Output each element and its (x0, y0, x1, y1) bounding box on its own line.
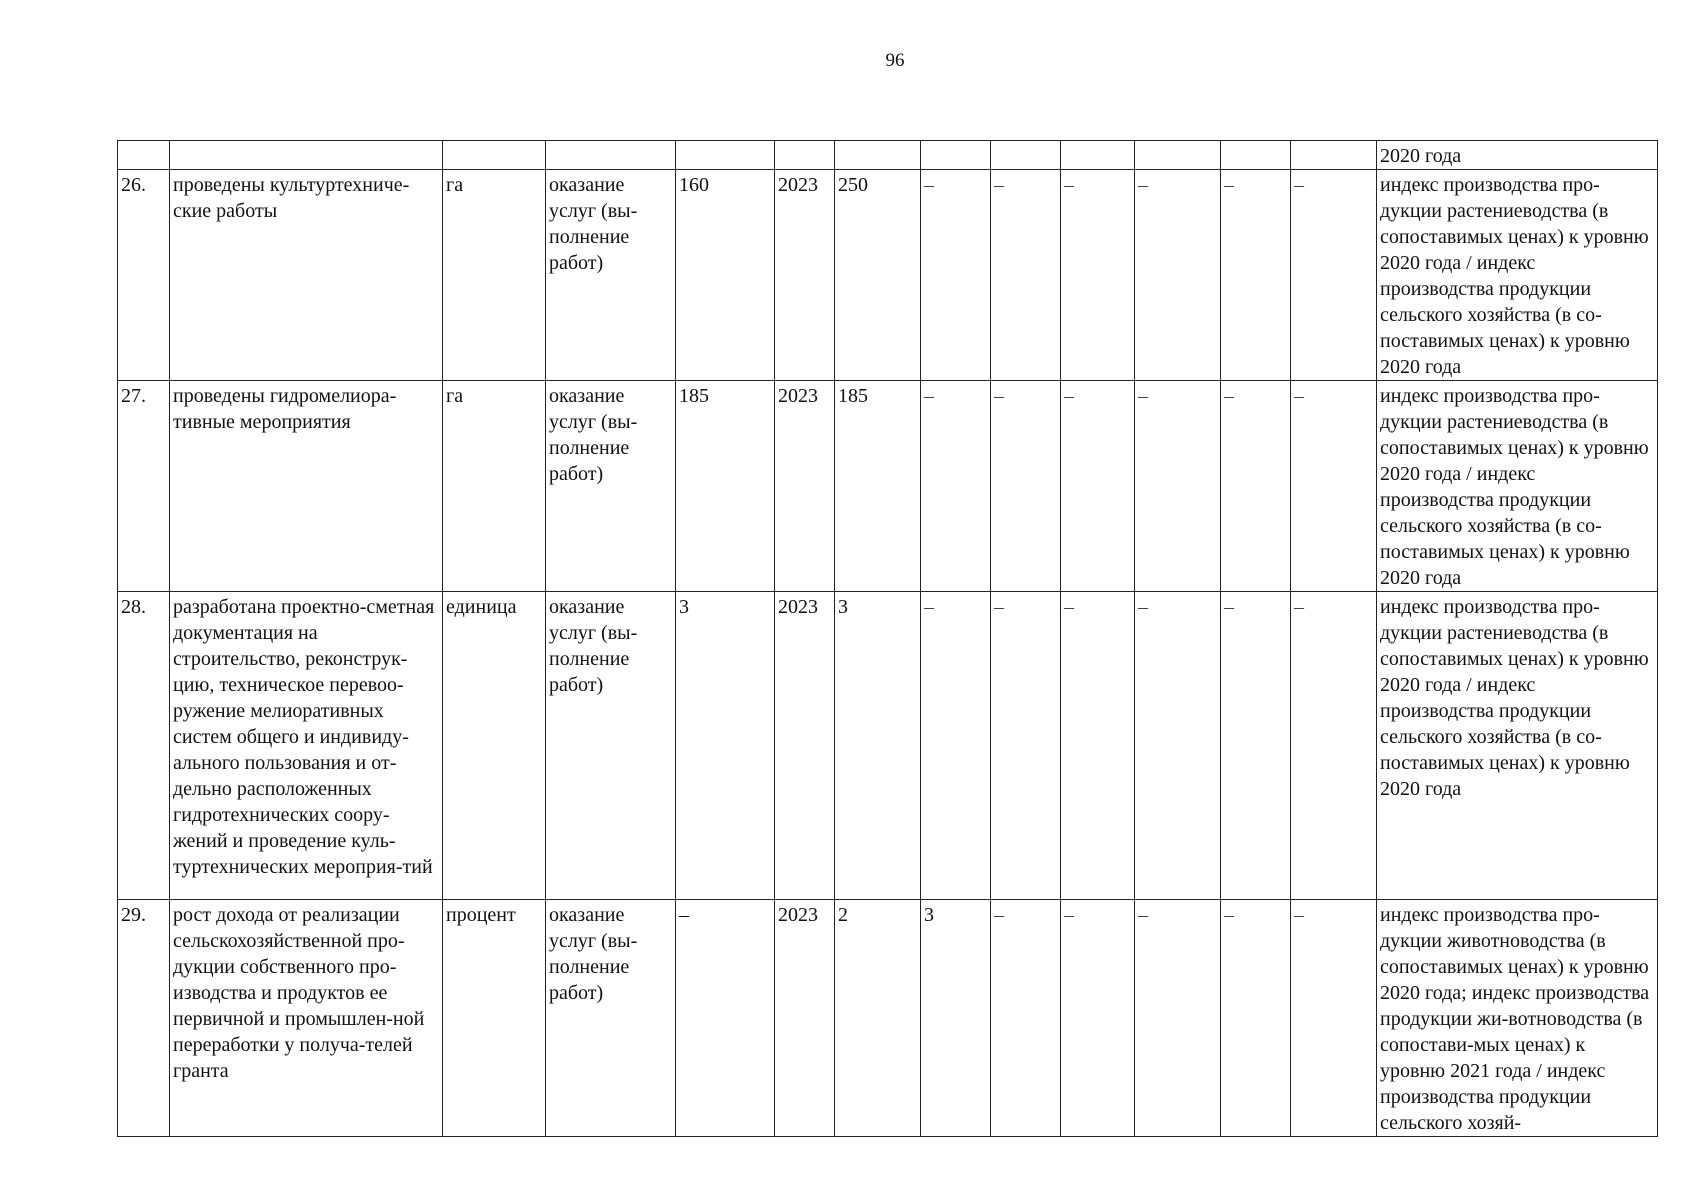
cell-year-2: – (921, 381, 991, 592)
cell-num: 29. (118, 900, 170, 1137)
cell-year-3: – (991, 592, 1061, 900)
cell-year-2: – (921, 170, 991, 381)
cell-num: 26. (118, 170, 170, 381)
cell-year-4: – (1061, 900, 1135, 1137)
cell-empty (170, 141, 443, 170)
cell-year-5: – (1135, 900, 1221, 1137)
cell-num: 28. (118, 592, 170, 900)
table-row (118, 170, 1658, 381)
cell-year-1: 250 (835, 170, 921, 381)
cell-year-7: – (1291, 900, 1377, 1137)
cell-base-value: – (676, 900, 775, 1137)
cell-empty (546, 141, 676, 170)
cell-year-6: – (1221, 592, 1291, 900)
cell-unit: га (443, 170, 546, 381)
cell-name: разработана проектно-сметная документация на строительство, реконструк-цию, техническое перевоо-ружение мелиоративных систем общего и индивиду-ального пользования и от-дельно расположенных гидротехнических соору-жений и проведение куль-туртехнических мероприя-тий (170, 592, 443, 900)
table-row (118, 381, 1658, 592)
cell-year-7: – (1291, 592, 1377, 900)
cell-year-3: – (991, 900, 1061, 1137)
cell-empty (443, 141, 546, 170)
cell-indicator: индекс производства про-дукции растениеводства (в сопоставимых ценах) к уровню 2020 года / индекс производства продукции сельского хозяйства (в со-поставимых ценах) к уровню 2020 года (1377, 170, 1658, 381)
cell-year-2: 3 (921, 900, 991, 1137)
cell-type: оказание услуг (вы-полнение работ) (546, 592, 676, 900)
cell-base-value: 3 (676, 592, 775, 900)
cell-year-1: 185 (835, 381, 921, 592)
cell-type: оказание услуг (вы-полнение работ) (546, 900, 676, 1137)
cell-empty (1135, 141, 1221, 170)
cell-year-7: – (1291, 381, 1377, 592)
table-row-continuation (118, 141, 1658, 170)
cell-year-6: – (1221, 170, 1291, 381)
table-row (118, 592, 1658, 900)
cell-year-1: 2 (835, 900, 921, 1137)
table-row (118, 900, 1658, 1137)
cell-empty (118, 141, 170, 170)
cell-name: проведены гидромелиора-тивные мероприятия (170, 381, 443, 592)
cell-year-3: – (991, 381, 1061, 592)
cell-indicator: 2020 года (1377, 141, 1658, 170)
cell-type: оказание услуг (вы-полнение работ) (546, 381, 676, 592)
cell-year-7: – (1291, 170, 1377, 381)
indicators-table (117, 140, 1658, 1137)
cell-indicator: индекс производства про-дукции животноводства (в сопоставимых ценах) к уровню 2020 года; индекс производства продукции жи-вотноводства (в сопостави-мых ценах) к уровню 2021 года / индекс производства продукции сельского хозяй- (1377, 900, 1658, 1137)
cell-year-2: – (921, 592, 991, 900)
cell-indicator: индекс производства про-дукции растениеводства (в сопоставимых ценах) к уровню 2020 года / индекс производства продукции сельского хозяйства (в со-поставимых ценах) к уровню 2020 года (1377, 381, 1658, 592)
cell-base-value: 185 (676, 381, 775, 592)
page-number: 96 (885, 50, 905, 71)
cell-empty (1291, 141, 1377, 170)
cell-year-1: 3 (835, 592, 921, 900)
cell-empty (921, 141, 991, 170)
cell-year-6: – (1221, 900, 1291, 1137)
cell-unit: единица (443, 592, 546, 900)
cell-base-year: 2023 (775, 170, 835, 381)
cell-year-4: – (1061, 381, 1135, 592)
cell-year-4: – (1061, 592, 1135, 900)
cell-unit: процент (443, 900, 546, 1137)
cell-base-year: 2023 (775, 592, 835, 900)
cell-empty (1061, 141, 1135, 170)
cell-num: 27. (118, 381, 170, 592)
cell-name: проведены культуртехниче-ские работы (170, 170, 443, 381)
cell-empty (775, 141, 835, 170)
cell-year-6: – (1221, 381, 1291, 592)
cell-empty (676, 141, 775, 170)
cell-year-5: – (1135, 592, 1221, 900)
cell-empty (1221, 141, 1291, 170)
cell-unit: га (443, 381, 546, 592)
cell-name: рост дохода от реализации сельскохозяйственной про-дукции собственного про-изводства и продуктов ее первичной и промышлен-ной переработки у получа-телей гранта (170, 900, 443, 1137)
cell-year-4: – (1061, 170, 1135, 381)
cell-empty (835, 141, 921, 170)
cell-year-3: – (991, 170, 1061, 381)
cell-year-5: – (1135, 170, 1221, 381)
cell-indicator: индекс производства про-дукции растениеводства (в сопоставимых ценах) к уровню 2020 года / индекс производства продукции сельского хозяйства (в со-поставимых ценах) к уровню 2020 года (1377, 592, 1658, 900)
cell-year-5: – (1135, 381, 1221, 592)
cell-base-year: 2023 (775, 900, 835, 1137)
cell-base-value: 160 (676, 170, 775, 381)
cell-base-year: 2023 (775, 381, 835, 592)
cell-empty (991, 141, 1061, 170)
cell-type: оказание услуг (вы-полнение работ) (546, 170, 676, 381)
